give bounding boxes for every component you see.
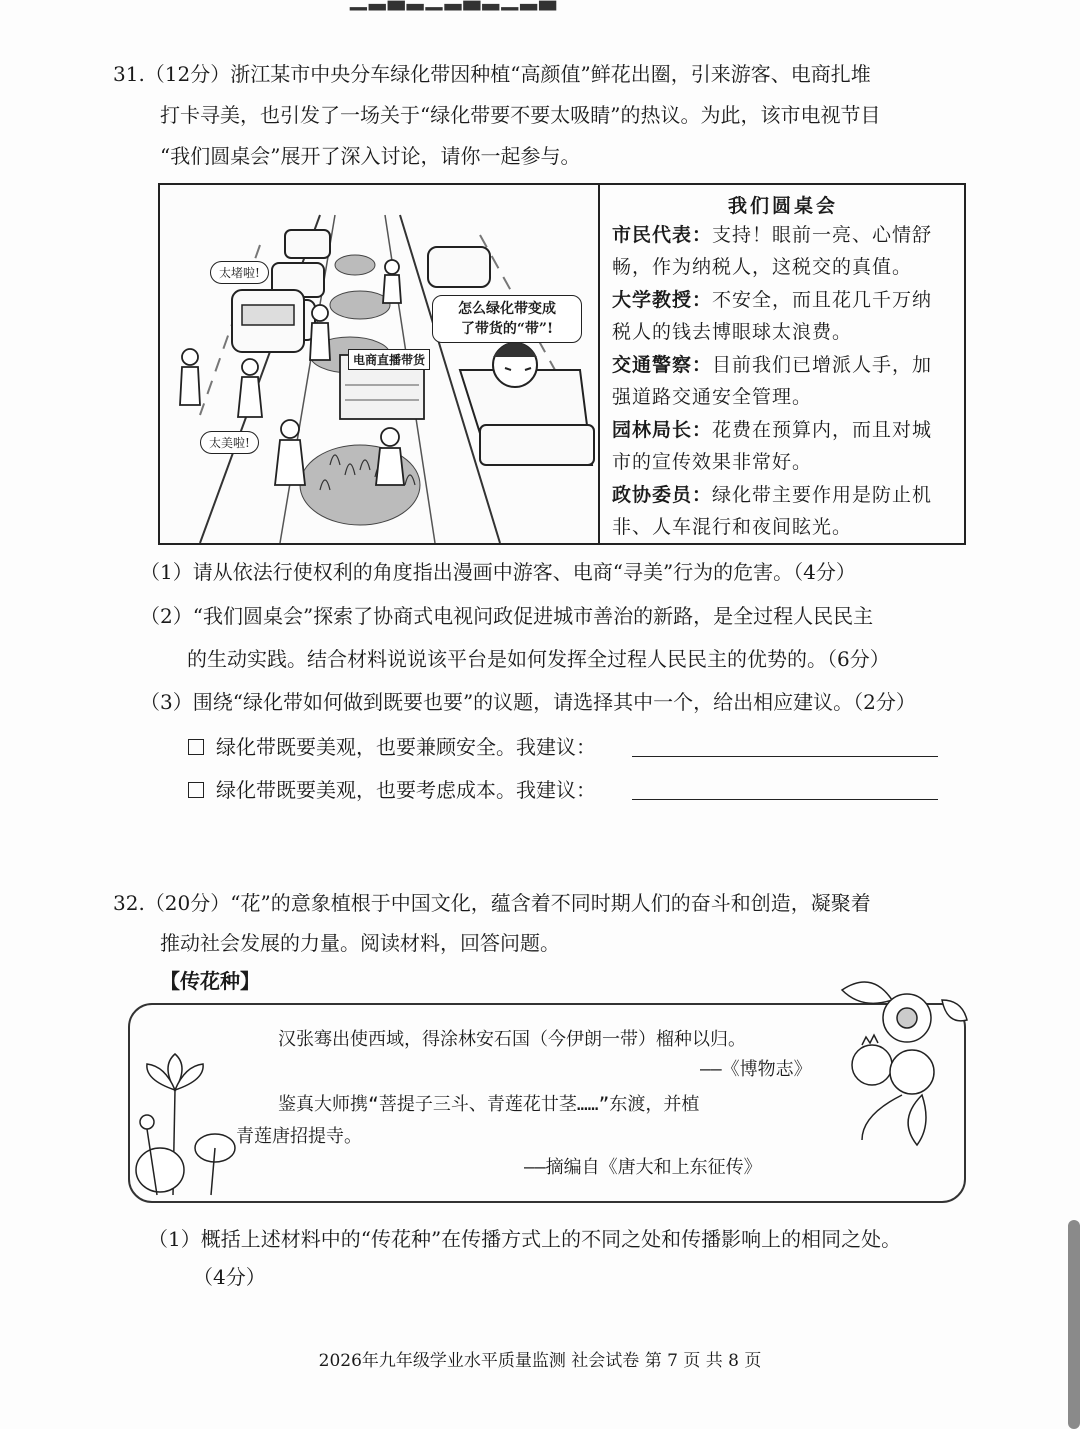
role-citizen: 市民代表： (612, 224, 713, 246)
checkbox-safety[interactable] (188, 739, 204, 755)
bubble-driver-complaint (432, 295, 582, 343)
cartoon-illustration (160, 185, 600, 543)
entry-professor-line-2: 税人的钱去博眼球太浪费。 (612, 321, 853, 343)
option-safety[interactable] (188, 733, 596, 761)
answer-blank-cost[interactable] (632, 799, 938, 800)
entry-professor-line-1: 不安全，而且花几千万纳 (712, 289, 933, 311)
bubble-beautiful: 太美啦! (200, 431, 259, 454)
entry-cppcc-line-1: 绿化带主要作用是防止机 (712, 484, 933, 506)
entry-police-line-2: 强道路交通安全管理。 (612, 386, 813, 408)
entry-cppcc-line-2: 非、人车混行和夜间眩光。 (612, 516, 853, 538)
q32-sub1-line-2: （4分） (193, 1265, 266, 1289)
q31-sub2-line-1: （2）“我们圆桌会”探索了协商式电视问政促进城市善治的新路，是全过程人民民主 (140, 604, 874, 628)
quote-zhang-qian: 汉张骞出使西域，得涂林安石国（今伊朗一带）榴种以归。 (278, 1029, 746, 1050)
bubble-driver-line-2: 了带货的“带”! (460, 321, 554, 337)
entry-landscape-line-1: 花费在预算内，而且对城 (712, 419, 933, 441)
bubble-traffic-jam: 太堵啦! (210, 261, 269, 284)
section-heading-flower-seeds: 【传花种】 (160, 969, 260, 993)
q31-stem-line-2: 打卡寻美，也引发了一场关于“绿化带要不要太吸睛”的热议。为此，该市电视节目 (160, 103, 881, 127)
role-landscape-director: 园林局长： (612, 419, 713, 441)
option-cost-label: 绿化带既要美观，也要考虑成本。我建议： (216, 778, 596, 802)
q31-stem-line-1: 31.（12分）浙江某市中央分车绿化带因种植“高颜值”鲜花出圈，引来游客、电商扎堆 (113, 62, 871, 86)
entry-professor (612, 284, 957, 348)
q31-sub1: （1）请从依法行使权利的角度指出漫画中游客、电商“寻美”行为的危害。（4分） (140, 560, 856, 584)
roundtable-title: 我们圆桌会 (727, 195, 838, 217)
entry-police-line-1: 目前我们已增派人手，加 (712, 354, 933, 376)
checkbox-cost[interactable] (188, 782, 204, 798)
scrollbar[interactable] (1068, 1220, 1080, 1429)
page-footer: 2026年九年级学业水平质量监测 社会试卷 第 7 页 共 8 页 (318, 1351, 762, 1371)
q32-sub1-line-1: （1）概括上述材料中的“传花种”在传播方式上的不同之处和传播影响上的相同之处。 (148, 1227, 902, 1251)
q31-sub2-line-2: 的生动实践。结合材料说说该平台是如何发挥全过程人民民主的优势的。（6分） (187, 647, 890, 671)
quote-jianzhen-line-2: 青莲唐招提寺。 (236, 1126, 362, 1147)
entry-citizen-line-1: 支持！眼前一亮、心情舒 (712, 224, 933, 246)
quote-jianzhen-line-1: 鉴真大师携“菩提子三斗、青莲花廿茎……”东渡，并植 (278, 1094, 700, 1115)
pomegranate-illustration (832, 960, 972, 1150)
q32-stem-line-1: 32.（20分）“花”的意象植根于中国文化，蕴含着不同时期人们的奋斗和创造，凝聚着 (113, 891, 871, 915)
option-safety-label: 绿化带既要美观，也要兼顾安全。我建议： (216, 735, 596, 759)
roundtable-panel (600, 185, 966, 543)
livestream-sign: 电商直播带货 (348, 349, 430, 370)
q31-sub3: （3）围绕“绿化带如何做到既要也要”的议题，请选择其中一个，给出相应建议。（2分） (140, 690, 916, 714)
source-dongzhengzhuan: ——摘编自《唐大和上东征传》 (524, 1157, 762, 1178)
entry-citizen-line-2: 畅，作为纳税人，这税交的真值。 (612, 256, 913, 278)
source-bowuzhi: ——《博物志》 (700, 1059, 812, 1080)
q32-stem-line-2: 推动社会发展的力量。阅读材料，回答问题。 (160, 931, 560, 955)
role-cppcc-member: 政协委员： (612, 484, 713, 506)
lotus-illustration (135, 1050, 245, 1200)
cut-off-header (350, 0, 558, 11)
entry-landscape-line-2: 市的宣传效果非常好。 (612, 451, 813, 473)
entry-landscape-director (612, 414, 957, 478)
entry-police (612, 349, 957, 413)
entry-citizen (612, 219, 957, 283)
entry-cppcc-member (612, 479, 957, 543)
roundtable-table (158, 183, 966, 545)
role-professor: 大学教授： (612, 289, 713, 311)
bubble-driver-line-1: 怎么绿化带变成 (458, 301, 556, 317)
q31-stem-line-3: “我们圆桌会”展开了深入讨论，请你一起参与。 (160, 144, 581, 168)
role-police: 交通警察： (612, 354, 713, 376)
answer-blank-safety[interactable] (632, 756, 938, 757)
option-cost[interactable] (188, 776, 596, 804)
